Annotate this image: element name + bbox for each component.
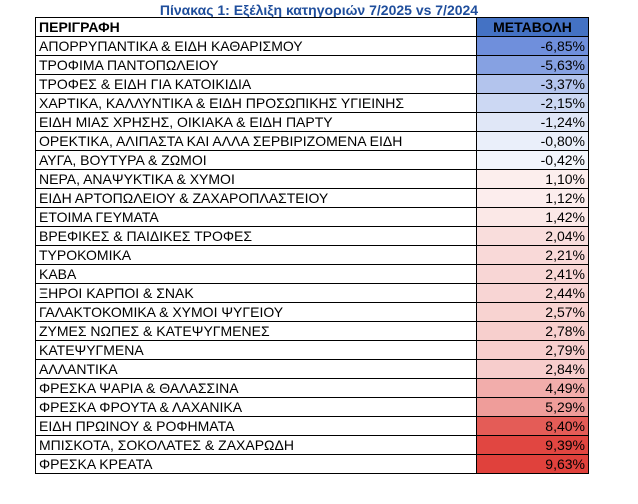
- row-change-value: 2,57%: [477, 303, 589, 322]
- row-description: ΕΙΔΗ ΑΡΤΟΠΩΛΕΙΟΥ & ΖΑΧΑΡΟΠΛΑΣΤΕΙΟΥ: [36, 189, 477, 208]
- row-description: ΧΑΡΤΙΚΑ, ΚΑΛΛΥΝΤΙΚΑ & ΕΙΔΗ ΠΡΟΣΩΠΙΚΗΣ ΥΓΙΕΙΝΗΣ: [36, 94, 477, 113]
- row-change-value: -1,24%: [477, 113, 589, 132]
- row-change-value: 2,04%: [477, 227, 589, 246]
- row-change-value: -3,37%: [477, 75, 589, 94]
- row-change-value: -6,85%: [477, 37, 589, 56]
- table-row: [36, 417, 589, 436]
- table-row: [36, 284, 589, 303]
- row-description: ΕΙΔΗ ΠΡΩΙΝΟΥ & ΡΟΦΗΜΑΤΑ: [36, 417, 477, 436]
- row-change-value: 2,78%: [477, 322, 589, 341]
- table-row: [36, 94, 589, 113]
- table-row: [36, 246, 589, 265]
- row-change-value: -5,63%: [477, 56, 589, 75]
- table-row: [36, 151, 589, 170]
- category-change-table: [35, 17, 589, 474]
- row-change-value: 2,84%: [477, 360, 589, 379]
- row-description: ΕΙΔΗ ΜΙΑΣ ΧΡΗΣΗΣ, ΟΙΚΙΑΚΑ & ΕΙΔΗ ΠΑΡΤΥ: [36, 113, 477, 132]
- table-title: Πίνακας 1: Εξέλιξη κατηγοριών 7/2025 vs 7/2024: [159, 2, 479, 18]
- row-description: ΞΗΡΟΙ ΚΑΡΠΟΙ & ΣΝΑΚ: [36, 284, 477, 303]
- row-change-value: 2,41%: [477, 265, 589, 284]
- row-change-value: 9,39%: [477, 436, 589, 455]
- table-row: [36, 189, 589, 208]
- table-row: [36, 227, 589, 246]
- row-description: ΑΥΓΑ, ΒΟΥΤΥΡΑ & ΖΩΜΟΙ: [36, 151, 477, 170]
- header-description: ΠΕΡΙΓΡΑΦΗ: [36, 18, 477, 37]
- row-description: ΦΡΕΣΚΑ ΨΑΡΙΑ & ΘΑΛΑΣΣΙΝΑ: [36, 379, 477, 398]
- table-row: [36, 455, 589, 474]
- table-row: [36, 56, 589, 75]
- table-header-row: [36, 18, 589, 37]
- row-change-value: 2,44%: [477, 284, 589, 303]
- row-description: ΕΤΟΙΜΑ ΓΕΥΜΑΤΑ: [36, 208, 477, 227]
- table-row: [36, 436, 589, 455]
- row-description: ΖΥΜΕΣ ΝΩΠΕΣ & ΚΑΤΕΨΥΓΜΕΝΕΣ: [36, 322, 477, 341]
- row-change-value: -2,15%: [477, 94, 589, 113]
- table-row: [36, 398, 589, 417]
- table-row: [36, 113, 589, 132]
- table-row: [36, 322, 589, 341]
- table-row: [36, 208, 589, 227]
- row-description: ΦΡΕΣΚΑ ΚΡΕΑΤΑ: [36, 455, 477, 474]
- row-description: ΓΑΛΑΚΤΟΚΟΜΙΚΑ & ΧΥΜΟΙ ΨΥΓΕΙΟΥ: [36, 303, 477, 322]
- row-change-value: 2,79%: [477, 341, 589, 360]
- table-row: [36, 303, 589, 322]
- table-row: [36, 75, 589, 94]
- row-change-value: 4,49%: [477, 379, 589, 398]
- header-change: ΜΕΤΑΒΟΛΗ: [477, 18, 589, 37]
- row-description: ΝΕΡΑ, ΑΝΑΨΥΚΤΙΚΑ & ΧΥΜΟΙ: [36, 170, 477, 189]
- row-description: ΒΡΕΦΙΚΕΣ & ΠΑΙΔΙΚΕΣ ΤΡΟΦΕΣ: [36, 227, 477, 246]
- row-description: ΚΑΒΑ: [36, 265, 477, 284]
- row-description: ΦΡΕΣΚΑ ΦΡΟΥΤΑ & ΛΑΧΑΝΙΚΑ: [36, 398, 477, 417]
- row-change-value: -0,80%: [477, 132, 589, 151]
- row-description: ΟΡΕΚΤΙΚΑ, ΑΛΙΠΑΣΤΑ ΚΑΙ ΑΛΛΑ ΣΕΡΒΙΡΙΖΟΜΕΝΑ ΕΙΔΗ: [36, 132, 477, 151]
- table-row: [36, 360, 589, 379]
- table-row: [36, 379, 589, 398]
- row-description: ΑΛΛΑΝΤΙΚΑ: [36, 360, 477, 379]
- row-change-value: -0,42%: [477, 151, 589, 170]
- row-description: ΜΠΙΣΚΟΤΑ, ΣΟΚΟΛΑΤΕΣ & ΖΑΧΑΡΩΔΗ: [36, 436, 477, 455]
- row-change-value: 2,21%: [477, 246, 589, 265]
- table-row: [36, 341, 589, 360]
- row-description: ΤΡΟΦΙΜΑ ΠΑΝΤΟΠΩΛΕΙΟΥ: [36, 56, 477, 75]
- row-description: ΑΠΟΡΡΥΠΑΝΤΙΚΑ & ΕΙΔΗ ΚΑΘΑΡΙΣΜΟΥ: [36, 37, 477, 56]
- row-description: ΚΑΤΕΨΥΓΜΕΝΑ: [36, 341, 477, 360]
- table-row: [36, 37, 589, 56]
- table-row: [36, 170, 589, 189]
- row-change-value: 1,10%: [477, 170, 589, 189]
- row-change-value: 5,29%: [477, 398, 589, 417]
- row-change-value: 8,40%: [477, 417, 589, 436]
- row-change-value: 9,63%: [477, 455, 589, 474]
- table-row: [36, 265, 589, 284]
- row-description: ΤΥΡΟΚΟΜΙΚΑ: [36, 246, 477, 265]
- table-row: [36, 132, 589, 151]
- table-body: [36, 37, 589, 474]
- row-change-value: 1,12%: [477, 189, 589, 208]
- row-change-value: 1,42%: [477, 208, 589, 227]
- row-description: ΤΡΟΦΕΣ & ΕΙΔΗ ΓΙΑ ΚΑΤΟΙΚΙΔΙΑ: [36, 75, 477, 94]
